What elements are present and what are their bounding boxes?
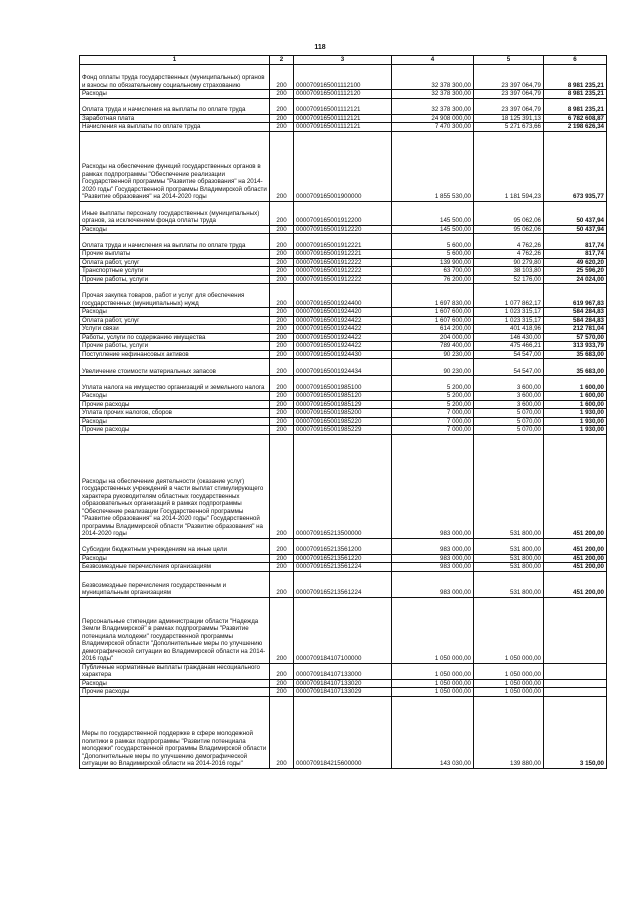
table-row bbox=[80, 597, 607, 663]
row-code: 200 bbox=[270, 225, 294, 234]
row-approved: 1 050 000,00 bbox=[392, 597, 474, 663]
row-executed: 475 466,21 bbox=[474, 342, 544, 351]
row-executed: 146 430,00 bbox=[474, 333, 544, 342]
row-classifier: 0000709165001985200 bbox=[294, 409, 392, 418]
row-name: Расходы bbox=[80, 417, 270, 426]
budget-table bbox=[79, 55, 607, 769]
row-classifier: 0000709165001924420 bbox=[294, 308, 392, 317]
row-classifier: 0000709184107133020 bbox=[294, 679, 392, 688]
table-row bbox=[80, 284, 607, 308]
row-code: 200 bbox=[270, 696, 294, 768]
row-code: 200 bbox=[270, 258, 294, 267]
row-name: Транспортные услуги bbox=[80, 267, 270, 276]
row-remaining: 1 600,00 bbox=[544, 400, 607, 409]
row-name: Расходы bbox=[80, 679, 270, 688]
row-classifier: 0000709165001985129 bbox=[294, 400, 392, 409]
table-row bbox=[80, 258, 607, 267]
page-number: 118 bbox=[314, 44, 326, 51]
row-classifier: 0000709165001112120 bbox=[294, 90, 392, 99]
table-row bbox=[80, 250, 607, 259]
row-approved: 7 000,00 bbox=[392, 426, 474, 435]
row-remaining: 35 683,00 bbox=[544, 359, 607, 376]
table-row bbox=[80, 65, 607, 90]
row-code: 200 bbox=[270, 554, 294, 563]
row-classifier: 0000709165213561224 bbox=[294, 563, 392, 572]
table-row bbox=[80, 316, 607, 325]
row-remaining: 2 198 626,34 bbox=[544, 123, 607, 132]
row-executed: 531 800,00 bbox=[474, 563, 544, 572]
row-approved: 7 470 300,00 bbox=[392, 123, 474, 132]
table-row bbox=[80, 554, 607, 563]
row-classifier: 0000709165001985220 bbox=[294, 417, 392, 426]
row-name: Публичные нормативные выплаты гражданам несоциального характера bbox=[80, 663, 270, 679]
row-remaining: 451 200,00 bbox=[544, 538, 607, 554]
row-remaining: 57 570,00 bbox=[544, 333, 607, 342]
row-approved: 1 607 600,00 bbox=[392, 308, 474, 317]
row-executed: 1 050 000,00 bbox=[474, 597, 544, 663]
row-remaining: 1 930,00 bbox=[544, 409, 607, 418]
row-approved: 614 200,00 bbox=[392, 325, 474, 334]
row-remaining: 451 200,00 bbox=[544, 434, 607, 538]
row-code: 200 bbox=[270, 123, 294, 132]
row-executed: 5 271 673,66 bbox=[474, 123, 544, 132]
table-row bbox=[80, 392, 607, 401]
row-code: 200 bbox=[270, 400, 294, 409]
row-executed: 531 800,00 bbox=[474, 434, 544, 538]
row-executed: 23 397 064,79 bbox=[474, 90, 544, 99]
row-name: Заработная плата bbox=[80, 114, 270, 123]
row-approved: 7 000,00 bbox=[392, 409, 474, 418]
row-approved: 32 378 300,00 bbox=[392, 98, 474, 114]
row-name: Уплата прочих налогов, сборов bbox=[80, 409, 270, 418]
row-classifier: 0000709165001112100 bbox=[294, 65, 392, 90]
row-approved: 90 230,00 bbox=[392, 359, 474, 376]
row-remaining: 8 981 235,21 bbox=[544, 65, 607, 90]
row-classifier: 0000709184107100000 bbox=[294, 597, 392, 663]
row-classifier: 0000709165001112121 bbox=[294, 98, 392, 114]
table-row bbox=[80, 123, 607, 132]
table-row bbox=[80, 308, 607, 317]
row-remaining: 6 782 608,87 bbox=[544, 114, 607, 123]
row-executed: 95 062,06 bbox=[474, 201, 544, 225]
row-classifier: 0000709184107133029 bbox=[294, 688, 392, 697]
row-approved: 789 400,00 bbox=[392, 342, 474, 351]
row-code: 200 bbox=[270, 663, 294, 679]
row-executed: 90 279,80 bbox=[474, 258, 544, 267]
table-row bbox=[80, 201, 607, 225]
row-executed: 531 800,00 bbox=[474, 538, 544, 554]
row-executed: 139 880,00 bbox=[474, 696, 544, 768]
row-code: 200 bbox=[270, 201, 294, 225]
row-remaining: 1 600,00 bbox=[544, 376, 607, 392]
row-classifier: 0000709165001985229 bbox=[294, 426, 392, 435]
table-row bbox=[80, 400, 607, 409]
row-remaining: 8 981 235,21 bbox=[544, 98, 607, 114]
row-remaining: 817,74 bbox=[544, 250, 607, 259]
row-executed: 1 023 315,17 bbox=[474, 308, 544, 317]
table-row bbox=[80, 426, 607, 435]
row-name: Расходы на обеспечение деятельности (оказание услуг) государственных учреждений в части выплат стимулирующего характера руководителям областных государственных образовательных организаций в рамках подпрограммы "Обеспечение реализации Государственной программы "Развитие образования" на 2014-2020 годы" Государственной программы Владимирской области "Развитие образования" на 2014-2020 годы bbox=[80, 434, 270, 538]
row-code: 200 bbox=[270, 325, 294, 334]
row-name: Работы, услуги по содержанию имущества bbox=[80, 333, 270, 342]
row-name: Прочие расходы bbox=[80, 426, 270, 435]
table-row bbox=[80, 350, 607, 359]
row-name: Увеличение стоимости материальных запасов bbox=[80, 359, 270, 376]
row-classifier: 0000709165001912220 bbox=[294, 225, 392, 234]
table-row bbox=[80, 90, 607, 99]
row-code: 200 bbox=[270, 342, 294, 351]
row-remaining: 8 981 235,21 bbox=[544, 90, 607, 99]
row-name: Оплата работ, услуг bbox=[80, 258, 270, 267]
table-row bbox=[80, 98, 607, 114]
row-remaining: 313 933,79 bbox=[544, 342, 607, 351]
row-code: 200 bbox=[270, 267, 294, 276]
row-name: Безвозмездные перечисления государственным и муниципальным организациям bbox=[80, 571, 270, 597]
row-approved: 145 500,00 bbox=[392, 201, 474, 225]
table-row bbox=[80, 342, 607, 351]
row-remaining: 673 935,77 bbox=[544, 131, 607, 201]
row-classifier: 0000709165001924434 bbox=[294, 359, 392, 376]
row-code: 200 bbox=[270, 308, 294, 317]
row-executed: 1 023 315,17 bbox=[474, 316, 544, 325]
row-approved: 5 600,00 bbox=[392, 234, 474, 250]
row-name: Прочие выплаты bbox=[80, 250, 270, 259]
row-approved: 32 378 300,00 bbox=[392, 90, 474, 99]
row-approved: 983 000,00 bbox=[392, 554, 474, 563]
row-approved: 139 900,00 bbox=[392, 258, 474, 267]
header-col-1: 1 bbox=[80, 56, 270, 65]
header-row bbox=[80, 56, 607, 65]
row-executed: 95 062,06 bbox=[474, 225, 544, 234]
row-name: Поступление нефинансовых активов bbox=[80, 350, 270, 359]
row-executed: 4 762,26 bbox=[474, 234, 544, 250]
row-name: Расходы bbox=[80, 554, 270, 563]
row-remaining bbox=[544, 688, 607, 697]
row-code: 200 bbox=[270, 376, 294, 392]
row-remaining: 619 967,83 bbox=[544, 284, 607, 308]
row-approved: 5 200,00 bbox=[392, 392, 474, 401]
row-code: 200 bbox=[270, 392, 294, 401]
row-code: 200 bbox=[270, 688, 294, 697]
table-body bbox=[80, 65, 607, 769]
row-remaining: 50 437,94 bbox=[544, 201, 607, 225]
table-row bbox=[80, 376, 607, 392]
row-name: Расходы bbox=[80, 90, 270, 99]
row-classifier: 0000709184107133000 bbox=[294, 663, 392, 679]
row-remaining bbox=[544, 679, 607, 688]
row-approved: 1 607 600,00 bbox=[392, 316, 474, 325]
table-row bbox=[80, 663, 607, 679]
row-remaining bbox=[544, 597, 607, 663]
row-executed: 4 762,26 bbox=[474, 250, 544, 259]
row-remaining: 25 596,20 bbox=[544, 267, 607, 276]
row-code: 200 bbox=[270, 538, 294, 554]
row-approved: 63 700,00 bbox=[392, 267, 474, 276]
row-approved: 1 697 830,00 bbox=[392, 284, 474, 308]
row-remaining: 49 620,20 bbox=[544, 258, 607, 267]
row-code: 200 bbox=[270, 597, 294, 663]
row-classifier: 0000709165001912200 bbox=[294, 201, 392, 225]
row-name: Прочие работы, услуги bbox=[80, 275, 270, 284]
row-name: Меры по государственной поддержке в сфере молодежной политики в рамках подпрограммы "Развитие потенциала молодежи" государственной программы Владимирской области "Дополнительные меры по улучшению демографической ситуации во Владимирской области на 2014-2016 годы" bbox=[80, 696, 270, 768]
header-col-4: 4 bbox=[392, 56, 474, 65]
table-row bbox=[80, 571, 607, 597]
row-remaining: 1 930,00 bbox=[544, 417, 607, 426]
row-classifier: 0000709165001912221 bbox=[294, 250, 392, 259]
row-remaining: 35 683,00 bbox=[544, 350, 607, 359]
row-classifier: 0000709165213561220 bbox=[294, 554, 392, 563]
row-remaining: 1 600,00 bbox=[544, 392, 607, 401]
table-row bbox=[80, 409, 607, 418]
row-approved: 143 030,00 bbox=[392, 696, 474, 768]
row-approved: 90 230,00 bbox=[392, 350, 474, 359]
table-row bbox=[80, 131, 607, 201]
row-executed: 401 418,96 bbox=[474, 325, 544, 334]
row-approved: 983 000,00 bbox=[392, 538, 474, 554]
row-remaining: 584 284,83 bbox=[544, 308, 607, 317]
row-executed: 3 600,00 bbox=[474, 376, 544, 392]
header-col-3: 3 bbox=[294, 56, 392, 65]
row-approved: 983 000,00 bbox=[392, 434, 474, 538]
row-name: Услуги связи bbox=[80, 325, 270, 334]
row-approved: 983 000,00 bbox=[392, 563, 474, 572]
row-executed: 1 181 594,23 bbox=[474, 131, 544, 201]
table-row bbox=[80, 417, 607, 426]
header-col-5: 5 bbox=[474, 56, 544, 65]
table-row bbox=[80, 275, 607, 284]
row-classifier: 0000709165213561200 bbox=[294, 538, 392, 554]
table-row bbox=[80, 234, 607, 250]
row-name: Расходы на обеспечение функций государственных органов в рамках подпрограммы "Обеспечение реализации Государственной программы "Развитие образования" на 2014-2020 годы" Государственной программы Владимирской области "Развитие образования" на 2014-2020 годы bbox=[80, 131, 270, 201]
table-row bbox=[80, 434, 607, 538]
row-classifier: 0000709165001912222 bbox=[294, 258, 392, 267]
row-classifier: 0000709165001924422 bbox=[294, 342, 392, 351]
row-code: 200 bbox=[270, 98, 294, 114]
row-executed: 1 050 000,00 bbox=[474, 688, 544, 697]
row-executed: 531 800,00 bbox=[474, 571, 544, 597]
table-row bbox=[80, 225, 607, 234]
table-row bbox=[80, 688, 607, 697]
row-executed: 1 050 000,00 bbox=[474, 663, 544, 679]
row-name: Оплата труда и начисления на выплаты по оплате труда bbox=[80, 98, 270, 114]
table-row bbox=[80, 563, 607, 572]
row-classifier: 0000709165213561224 bbox=[294, 571, 392, 597]
row-executed: 54 547,00 bbox=[474, 350, 544, 359]
row-remaining: 451 200,00 bbox=[544, 571, 607, 597]
row-classifier: 0000709165001985120 bbox=[294, 392, 392, 401]
row-code: 200 bbox=[270, 333, 294, 342]
row-executed: 3 600,00 bbox=[474, 392, 544, 401]
table-row bbox=[80, 538, 607, 554]
row-executed: 54 547,00 bbox=[474, 359, 544, 376]
row-name: Оплата работ, услуг bbox=[80, 316, 270, 325]
row-name: Уплата налога на имущество организаций и земельного налога bbox=[80, 376, 270, 392]
header-col-6: 6 bbox=[544, 56, 607, 65]
row-executed: 5 070,00 bbox=[474, 417, 544, 426]
row-code: 200 bbox=[270, 90, 294, 99]
row-code: 200 bbox=[270, 316, 294, 325]
row-remaining: 584 284,83 bbox=[544, 316, 607, 325]
row-approved: 1 050 000,00 bbox=[392, 679, 474, 688]
row-classifier: 0000709165001924422 bbox=[294, 325, 392, 334]
row-name: Расходы bbox=[80, 225, 270, 234]
row-approved: 76 200,00 bbox=[392, 275, 474, 284]
row-code: 200 bbox=[270, 679, 294, 688]
row-approved: 983 000,00 bbox=[392, 571, 474, 597]
row-code: 200 bbox=[270, 426, 294, 435]
row-name: Расходы bbox=[80, 308, 270, 317]
row-code: 200 bbox=[270, 417, 294, 426]
row-classifier: 0000709165001112121 bbox=[294, 123, 392, 132]
row-approved: 1 050 000,00 bbox=[392, 688, 474, 697]
row-executed: 18 125 391,13 bbox=[474, 114, 544, 123]
row-name: Безвозмездные перечисления организациям bbox=[80, 563, 270, 572]
row-approved: 32 378 300,00 bbox=[392, 65, 474, 90]
row-code: 200 bbox=[270, 563, 294, 572]
row-approved: 1 050 000,00 bbox=[392, 663, 474, 679]
row-approved: 5 200,00 bbox=[392, 376, 474, 392]
row-code: 200 bbox=[270, 275, 294, 284]
row-name: Персональные стипендии администрации области "Надежда Земли Владимирской" в рамках подпрограммы "Развитие потенциала молодежи" государственной программы Владимирской области "Дополнительные меры по улучшению демографической ситуации во Владимирской области на 2014-2016 годы" bbox=[80, 597, 270, 663]
row-executed: 5 070,00 bbox=[474, 409, 544, 418]
row-name: Начисления на выплаты по оплате труда bbox=[80, 123, 270, 132]
row-classifier: 0000709165001112121 bbox=[294, 114, 392, 123]
row-classifier: 0000709165001924430 bbox=[294, 350, 392, 359]
row-name: Расходы bbox=[80, 392, 270, 401]
row-classifier: 0000709165001912221 bbox=[294, 234, 392, 250]
row-code: 200 bbox=[270, 571, 294, 597]
row-name: Субсидии бюджетным учреждениям на иные цели bbox=[80, 538, 270, 554]
table-row bbox=[80, 679, 607, 688]
row-approved: 204 000,00 bbox=[392, 333, 474, 342]
row-executed: 531 800,00 bbox=[474, 554, 544, 563]
row-code: 200 bbox=[270, 131, 294, 201]
row-executed: 5 070,00 bbox=[474, 426, 544, 435]
header-col-2: 2 bbox=[270, 56, 294, 65]
row-code: 200 bbox=[270, 234, 294, 250]
row-code: 200 bbox=[270, 114, 294, 123]
table-row bbox=[80, 333, 607, 342]
row-approved: 5 600,00 bbox=[392, 250, 474, 259]
row-classifier: 0000709165001985100 bbox=[294, 376, 392, 392]
row-code: 200 bbox=[270, 350, 294, 359]
row-code: 200 bbox=[270, 359, 294, 376]
table-row bbox=[80, 267, 607, 276]
row-remaining: 3 150,00 bbox=[544, 696, 607, 768]
row-classifier: 0000709165001924422 bbox=[294, 316, 392, 325]
row-classifier: 0000709165001924422 bbox=[294, 333, 392, 342]
row-executed: 3 600,00 bbox=[474, 400, 544, 409]
row-code: 200 bbox=[270, 434, 294, 538]
row-executed: 1 050 000,00 bbox=[474, 679, 544, 688]
row-executed: 38 103,80 bbox=[474, 267, 544, 276]
row-name: Прочие расходы bbox=[80, 400, 270, 409]
row-name: Прочие работы, услуги bbox=[80, 342, 270, 351]
row-code: 200 bbox=[270, 409, 294, 418]
row-remaining: 1 930,00 bbox=[544, 426, 607, 435]
row-remaining: 24 024,00 bbox=[544, 275, 607, 284]
row-classifier: 0000709165001924400 bbox=[294, 284, 392, 308]
row-code: 200 bbox=[270, 250, 294, 259]
row-classifier: 0000709165213500000 bbox=[294, 434, 392, 538]
row-remaining: 451 200,00 bbox=[544, 554, 607, 563]
row-code: 200 bbox=[270, 284, 294, 308]
row-code: 200 bbox=[270, 65, 294, 90]
row-classifier: 0000709184215600000 bbox=[294, 696, 392, 768]
row-classifier: 0000709165001912222 bbox=[294, 267, 392, 276]
row-executed: 23 397 064,79 bbox=[474, 98, 544, 114]
row-name: Прочие расходы bbox=[80, 688, 270, 697]
row-classifier: 0000709165001900000 bbox=[294, 131, 392, 201]
row-approved: 1 855 530,00 bbox=[392, 131, 474, 201]
row-approved: 5 200,00 bbox=[392, 400, 474, 409]
row-remaining: 817,74 bbox=[544, 234, 607, 250]
row-approved: 145 500,00 bbox=[392, 225, 474, 234]
row-remaining bbox=[544, 663, 607, 679]
table-row bbox=[80, 114, 607, 123]
table-row bbox=[80, 325, 607, 334]
row-remaining: 451 200,00 bbox=[544, 563, 607, 572]
row-remaining: 50 437,94 bbox=[544, 225, 607, 234]
row-name: Оплата труда и начисления на выплаты по оплате труда bbox=[80, 234, 270, 250]
table-row bbox=[80, 359, 607, 376]
row-classifier: 0000709165001912222 bbox=[294, 275, 392, 284]
row-name: Иные выплаты персоналу государственных (муниципальных) органов, за исключением фонда оплаты труда bbox=[80, 201, 270, 225]
row-name: Прочая закупка товаров, работ и услуг для обеспечения государственных (муниципальных) нужд bbox=[80, 284, 270, 308]
row-executed: 23 397 064,79 bbox=[474, 65, 544, 90]
row-executed: 52 176,00 bbox=[474, 275, 544, 284]
row-name: Фонд оплаты труда государственных (муниципальных) органов и взносы по обязательному социальному страхованию bbox=[80, 65, 270, 90]
table-row bbox=[80, 696, 607, 768]
row-executed: 1 077 862,17 bbox=[474, 284, 544, 308]
row-approved: 7 000,00 bbox=[392, 417, 474, 426]
row-approved: 24 908 000,00 bbox=[392, 114, 474, 123]
row-remaining: 212 781,04 bbox=[544, 325, 607, 334]
